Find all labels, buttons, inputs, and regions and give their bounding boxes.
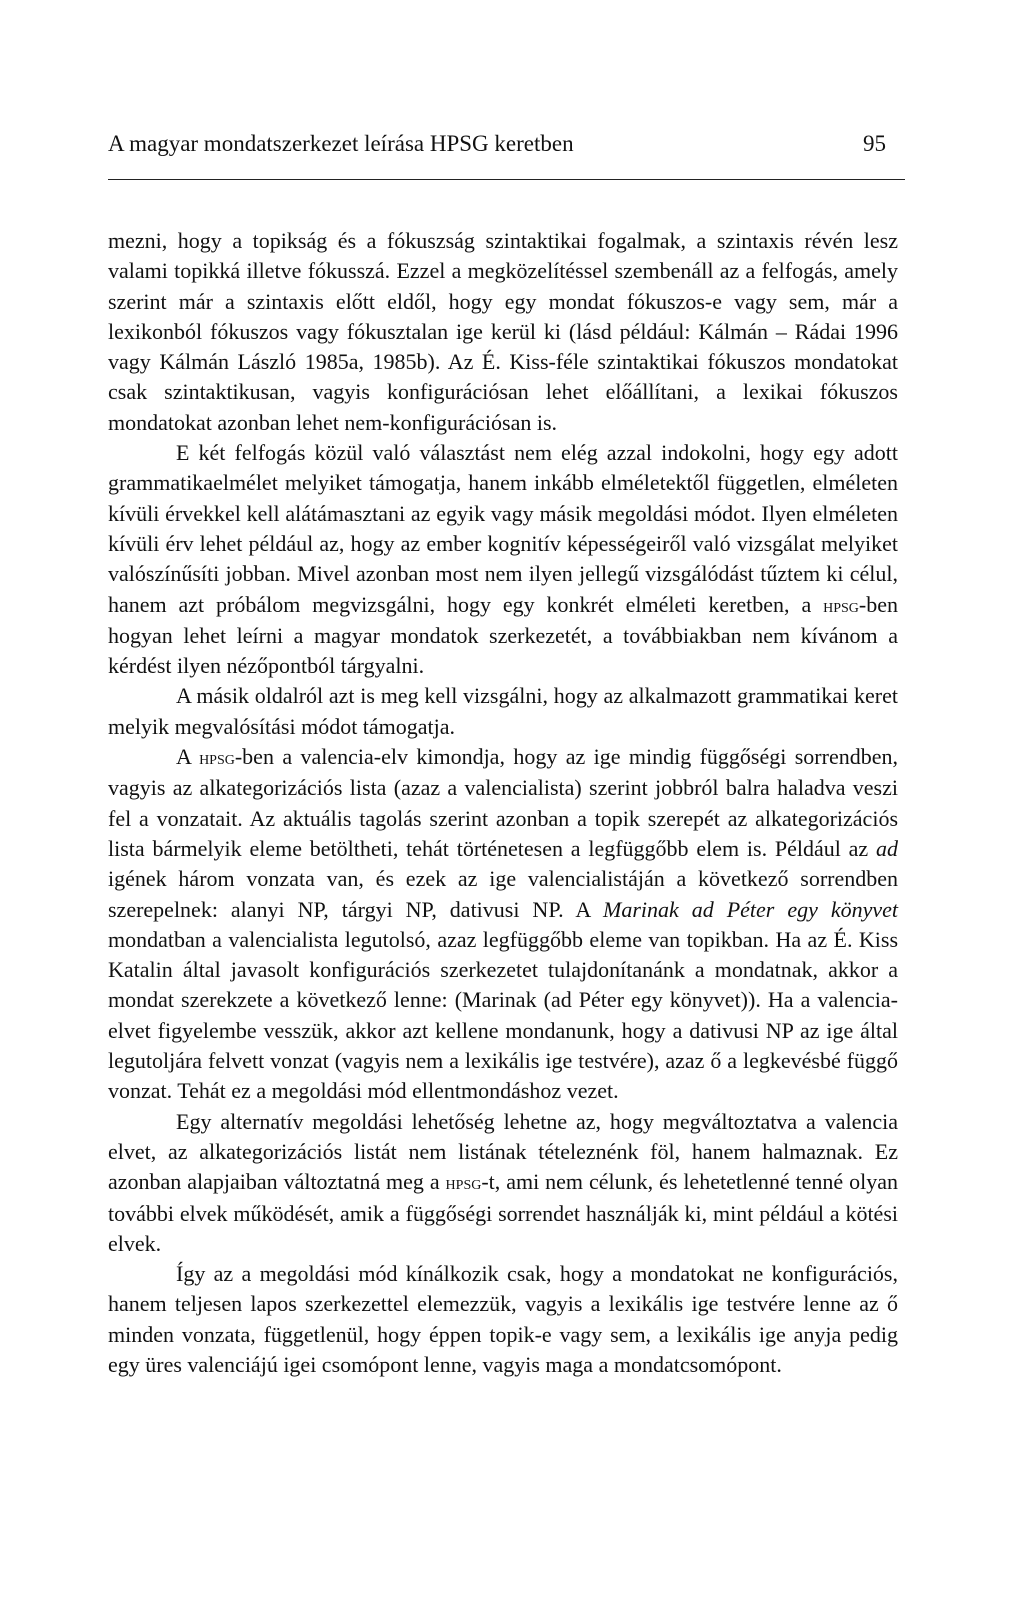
running-head <box>108 128 906 160</box>
acronym-hpsg: hpsg <box>445 1172 482 1195</box>
italic-term: ad <box>876 835 898 861</box>
paragraph <box>108 438 898 681</box>
text-run: A másik oldalról azt is meg kell vizsgálni, hogy az alkalmazott grammatikai keret melyik megvalósítási módot támogatja. <box>108 683 898 739</box>
text-run: mondatban a valencialista legutolsó, azaz legfüggőbb eleme van topikban. Ha az É. Kiss Katalin által javasolt konfigurációs szerkezetet tulajdonítanánk a mondatnak, akkor a mondat szerekzete a következő lenne: (Marinak (ad Péter egy könyvet)). Ha a valencia-elvet figyelembe vesszük, akkor azt kellene mondanunk, hogy a dativusi NP az ige által legutoljára felvett vonzat (vagyis nem a lexikális ige testvére), azaz ő a legkevésbé függő vonzat. Tehát ez a megoldási mód ellentmondáshoz vezet. <box>108 926 898 1104</box>
text-run: Egy alternatív megoldási lehetőség lehetne az, hogy megváltoztatva a valencia elvet, az alkategorizációs listát nem listának tételeznénk föl, hanem halmaznak. Ez azonban alapjaiban változtatná meg a <box>108 1108 898 1195</box>
running-title: A magyar mondatszerkezet leírása HPSG keretben <box>108 131 574 156</box>
paragraph <box>108 681 898 742</box>
text-run: Így az a megoldási mód kínálkozik csak, hogy a mondatokat ne konfigurációs, hanem teljesen lapos szerkezettel elemezzük, vagyis a lexikális ige testvére lenne az ő minden vonzata, függetlenül, hogy éppen topik-e vagy sem, a lexikális ige anyja pedig egy üres valenciájú igei csomópont lenne, vagyis maga a mondatcsomópont. <box>108 1261 898 1377</box>
text-run: A <box>176 744 200 770</box>
text-run: mezni, hogy a topikság és a fókuszság szintaktikai fogalmak, a szintaxis révén lesz valami topikká illetve fókusszá. Ezzel a megközelítéssel szembenáll az a felfogás, amely szerint már a szintaxis előtt eldől, hogy egy mondat fókuszos-e vagy sem, már a lexikonból fókuszos vagy fókusztalan ige kerül ki (lásd például: Kálmán – Rádai 1996 vagy Kálmán László 1985a, 1985b). Az É. Kiss-féle szintaktikai fókuszos mondatokat csak szintaktikusan, vagyis konfigurációsan lehet előállítani, a lexikai fókuszos mondatokat azonban lehet nem-konfigurációsan is. <box>108 228 898 435</box>
body-text <box>108 226 898 1380</box>
text-run: -ben a valencia-elv kimondja, hogy az ige mindig függőségi sorrendben, vagyis az alkategorizációs lista (azaz a valencialista) szerint jobbról balra haladva veszi fel a vonzatait. Az aktuális tagolás szerint azonban a topik szerepét az alkategorizációs lista bármelyik eleme betöltheti, tehát történetesen a legfüggőbb elem is. Például az <box>108 744 898 861</box>
paragraph <box>108 1259 898 1380</box>
text-run: igének három vonzata van, és ezek az ige valencialistáján a következő sorrendben szerepelnek: alanyi NP, tárgyi NP, dativusi NP. A <box>108 866 898 922</box>
text-run: E két felfogás közül való választást nem elég azzal indokolni, hogy egy adott grammatikaelmélet melyiket támogatja, hanem inkább elméletektől független, elméleten kívüli érvekkel kell alátámasztani az egyik vagy másik megoldási módot. Ilyen elméleten kívüli érv lehet például az, hogy az ember kognitív képességeiről való vizsgálat melyiket valószínűsíti jobban. Mivel azonban most nem ilyen jellegű vizsgálódást tűztem ki célul, hanem azt próbálom megvizsgálni, hogy egy konkrét elméleti keretben, a <box>108 440 898 617</box>
page-number: 95 <box>863 131 886 156</box>
paragraph <box>108 742 898 1107</box>
acronym-hpsg: hpsg <box>199 747 235 770</box>
paragraph <box>108 1107 898 1259</box>
paragraph <box>108 226 898 438</box>
text-run: -ben hogyan lehet leírni a magyar mondatok szerkezetét, a továbbiakban nem kívánom a kérdést ilyen nézőpontból tárgyalni. <box>108 591 898 679</box>
italic-example-sentence: Marinak ad Péter egy könyvet <box>603 896 898 922</box>
text-run: -t, ami nem célunk, és lehetetlenné tenné olyan további elvek működését, amik a függőségi sorrendet használják ki, mint például a kötési elvek. <box>108 1169 898 1256</box>
header-rule <box>108 179 905 180</box>
acronym-hpsg: hpsg <box>823 594 859 617</box>
